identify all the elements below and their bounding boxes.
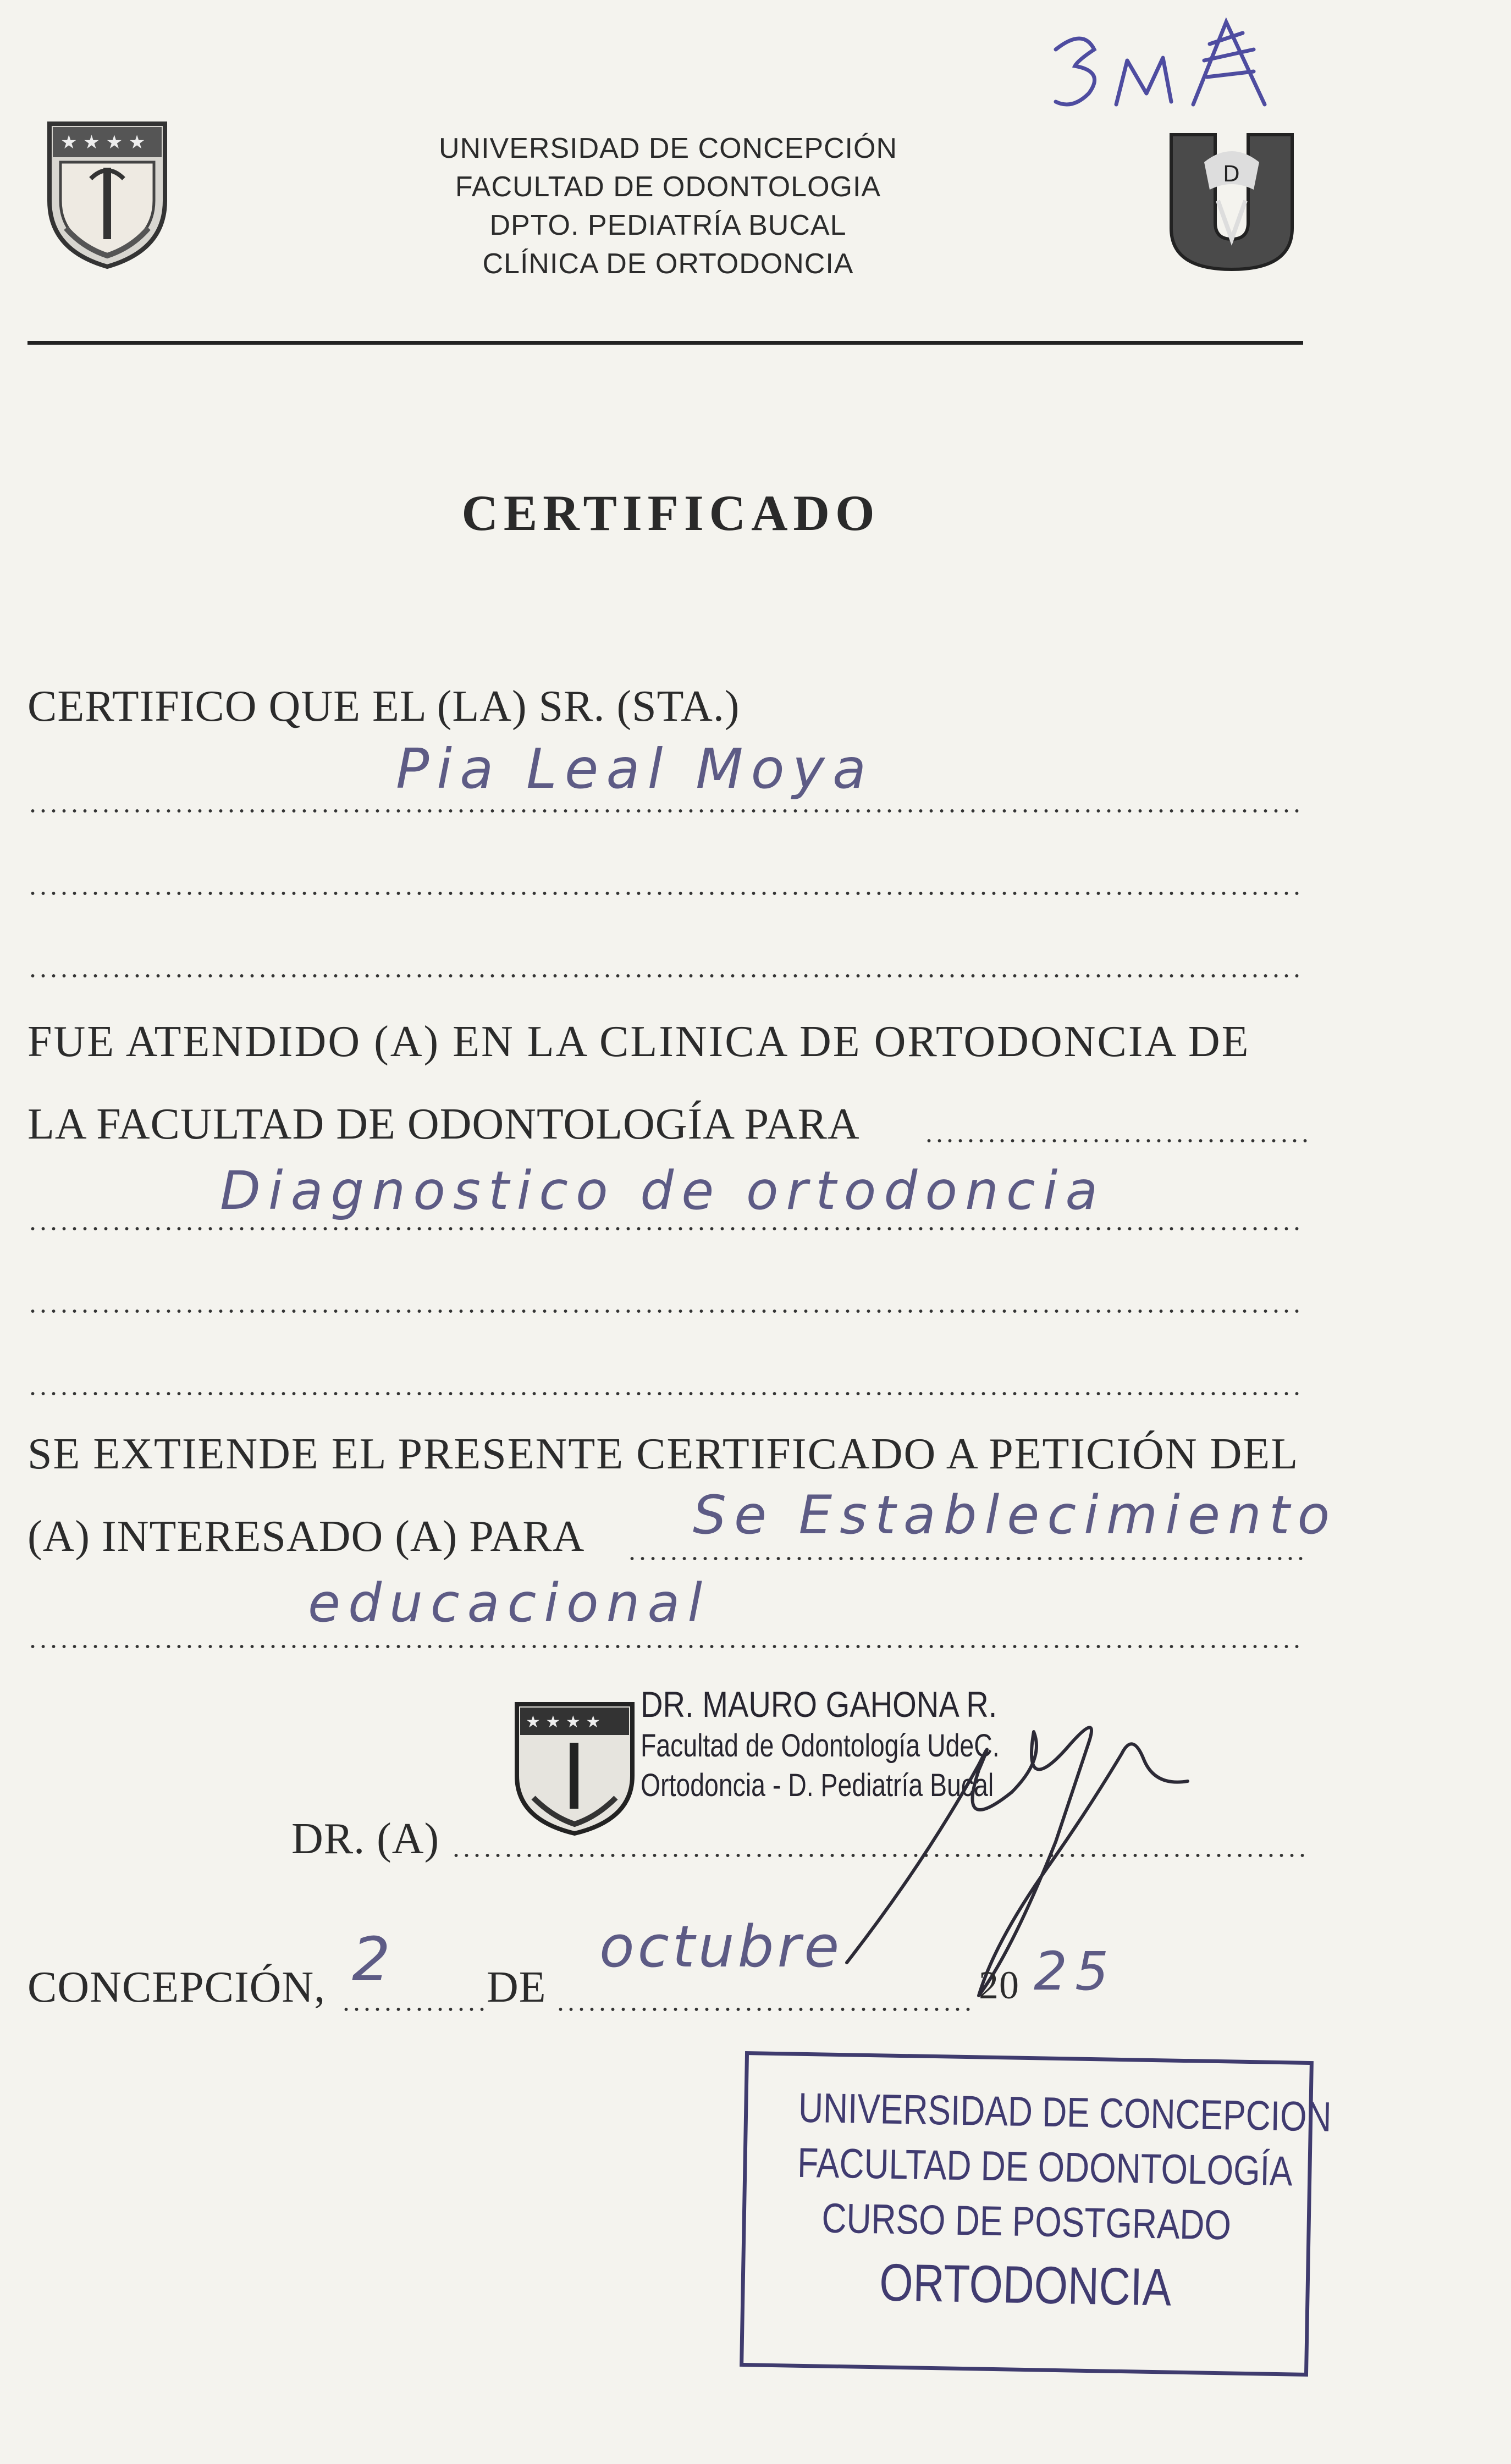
postgrado-stamp — [740, 2051, 1332, 2377]
dotted-line — [924, 1138, 1309, 1143]
purpose-handwritten-1: Se Establecimiento — [693, 1484, 1338, 1546]
year-prefix: 20 — [979, 1963, 1019, 2007]
university-crest-logo — [44, 118, 170, 269]
fue-atendido-line: FUE ATENDIDO (A) EN LA CLINICA DE ORTODONCIA DE — [27, 1018, 1250, 1066]
stamp-course: CURSO DE POSTGRADO — [821, 2195, 1232, 2249]
dotted-line — [27, 808, 1303, 814]
dotted-line — [27, 1391, 1303, 1396]
facultad-para-line: LA FACULTAD DE ODONTOLOGÍA PARA — [27, 1100, 860, 1148]
svg-text:★ ★ ★ ★: ★ ★ ★ ★ — [60, 131, 146, 153]
handwritten-annotation — [1045, 11, 1298, 121]
stamp-program: ORTODONCIA — [879, 2253, 1172, 2317]
document-title: CERTIFICADO — [461, 485, 880, 541]
doctor-name: DR. MAURO GAHONA R. — [641, 1684, 997, 1725]
header-divider — [27, 341, 1303, 345]
stamp-faculty: FACULTAD DE ODONTOLOGÍA — [797, 2139, 1293, 2195]
certifico-line: CERTIFICO QUE EL (LA) SR. (STA.) — [27, 682, 740, 731]
se-extiende-line: SE EXTIENDE EL PRESENTE CERTIFICADO A PETICIÓN DEL — [27, 1430, 1299, 1478]
svg-text:D: D — [1223, 162, 1240, 187]
header-clinic: CLÍNICA DE ORTODONCIA — [482, 248, 854, 280]
dotted-line — [555, 2007, 973, 2012]
seal-stamp-icon — [511, 1699, 638, 1836]
svg-text:★ ★ ★ ★: ★ ★ ★ ★ — [526, 1712, 601, 1732]
dotted-line — [27, 1226, 1303, 1231]
de-label: DE — [487, 1963, 547, 2012]
day-handwritten: 2 — [352, 1924, 398, 1995]
header-university: UNIVERSIDAD DE CONCEPCIÓN — [439, 132, 897, 164]
stamp-university: UNIVERSIDAD DE CONCEPCION — [798, 2084, 1332, 2141]
dotted-line — [27, 891, 1303, 896]
dotted-line — [27, 973, 1303, 979]
reason-handwritten: Diagnostico de ortodoncia — [220, 1160, 1106, 1222]
patient-name-handwritten: Pia Leal Moya — [396, 737, 874, 801]
dotted-line — [341, 2007, 484, 2012]
month-handwritten: octubre — [599, 1913, 843, 1980]
header-faculty: FACULTAD DE ODONTOLOGIA — [455, 171, 881, 203]
dotted-line — [27, 1308, 1303, 1314]
year-suffix-handwritten: 25 — [1034, 1941, 1117, 2002]
doctor-faculty: Facultad de Odontología UdeC. — [641, 1728, 1000, 1764]
header-department: DPTO. PEDIATRÍA BUCAL — [489, 209, 847, 241]
interesado-line: (A) INTERESADO (A) PARA — [27, 1512, 585, 1561]
faculty-crest-logo — [1166, 129, 1298, 275]
dotted-line — [27, 1644, 1303, 1649]
concepcion-label: CONCEPCIÓN, — [27, 1963, 326, 2012]
purpose-handwritten-2: educacional — [308, 1572, 710, 1634]
doctor-line: DR. (A) — [291, 1815, 440, 1863]
dotted-line — [627, 1556, 1309, 1561]
institution-header — [385, 129, 951, 283]
doctor-department: Ortodoncia - D. Pediatría Bucal — [641, 1767, 994, 1803]
